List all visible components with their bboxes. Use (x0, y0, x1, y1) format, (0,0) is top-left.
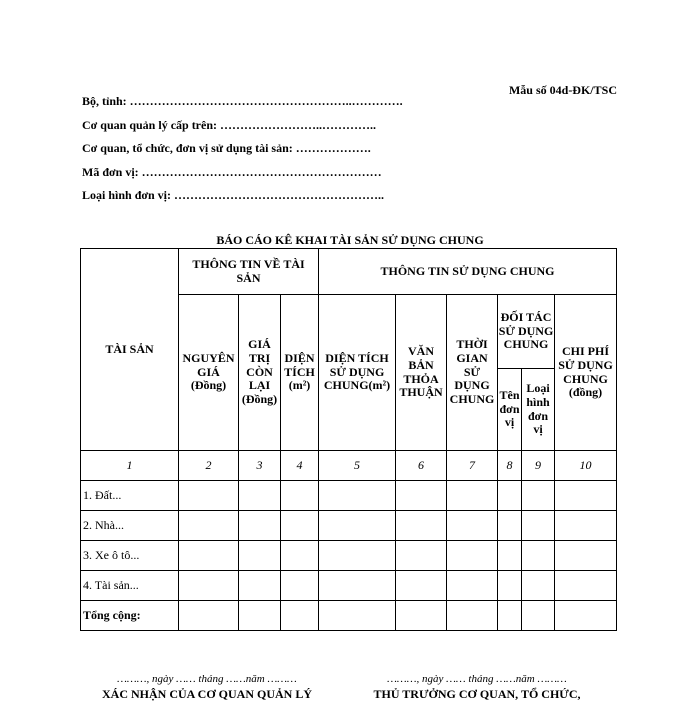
col-number: 8 (498, 451, 522, 481)
table-row (81, 481, 617, 511)
table-cell (522, 511, 555, 541)
shared-asset-table (80, 248, 617, 631)
table-cell (281, 571, 319, 601)
table-row (81, 541, 617, 571)
table-cell (319, 511, 396, 541)
footer-right-date: ………, ngày …… tháng ……năm ……… (387, 673, 567, 685)
table-cell (396, 601, 447, 631)
col-header-unit-name: Tên đơn vị (498, 369, 522, 451)
table-cell (281, 481, 319, 511)
header-unit-type-line: Loại hình đơn vị: …………………………………………….. (82, 188, 385, 203)
table-cell (396, 541, 447, 571)
table-cell (498, 571, 522, 601)
table-cell (498, 541, 522, 571)
col-number: 5 (319, 451, 396, 481)
row-label-total: Tổng cộng: (81, 601, 179, 631)
table-cell (239, 481, 281, 511)
col-number: 7 (447, 451, 498, 481)
row-label-house: 2. Nhà... (81, 511, 179, 541)
col-number: 6 (396, 451, 447, 481)
table-cell (179, 511, 239, 541)
table-cell (447, 481, 498, 511)
table-cell (179, 541, 239, 571)
report-title: BÁO CÁO KÊ KHAI TÀI SẢN SỬ DỤNG CHUNG (216, 233, 484, 247)
table-cell (179, 571, 239, 601)
table-cell (447, 541, 498, 571)
table-cell (447, 571, 498, 601)
form-code: Mẫu số 04d-ĐK/TSC (508, 83, 617, 97)
col-header-shared-area: DIỆN TÍCH SỬ DỤNG CHUNG(m²) (319, 295, 396, 451)
table-cell (447, 511, 498, 541)
table-cell (179, 481, 239, 511)
table-cell (319, 571, 396, 601)
table-cell (555, 511, 617, 541)
table-cell (555, 601, 617, 631)
col-number: 1 (81, 451, 179, 481)
col-number: 9 (522, 451, 555, 481)
table-cell (396, 511, 447, 541)
col-number: 2 (179, 451, 239, 481)
row-label-other-asset: 4. Tài sản... (81, 571, 179, 601)
table-cell (447, 601, 498, 631)
table-cell (498, 511, 522, 541)
row-label-car: 3. Xe ô tô... (81, 541, 179, 571)
col-number: 4 (281, 451, 319, 481)
col-header-unit-type: Loại hình đơn vị (522, 369, 555, 451)
table-cell (522, 541, 555, 571)
table-row-total (81, 601, 617, 631)
table-cell (319, 601, 396, 631)
col-header-shared-cost: CHI PHÍ SỬ DỤNG CHUNG (đồng) (555, 295, 617, 451)
table-cell (179, 601, 239, 631)
table-row (81, 511, 617, 541)
row-label-land: 1. Đất... (81, 481, 179, 511)
table-cell (522, 571, 555, 601)
table-cell (319, 541, 396, 571)
col-header-agreement: VĂN BẢN THỎA THUẬN (396, 295, 447, 451)
table-cell (281, 541, 319, 571)
table-cell (319, 481, 396, 511)
col-header-shared-time: THỜI GIAN SỬ DỤNG CHUNG (447, 295, 498, 451)
col-header-area: DIỆN TÍCH (m²) (281, 295, 319, 451)
table-cell (281, 601, 319, 631)
header-parent-agency-line: Cơ quan quản lý cấp trên: ……………………..………….. (82, 117, 377, 132)
col-header-asset: TÀI SẢN (81, 249, 179, 451)
table-cell (498, 601, 522, 631)
col-header-original-price: NGUYÊN GIÁ (Đồng) (179, 295, 239, 451)
header-using-unit-line: Cơ quan, tổ chức, đơn vị sử dụng tài sản: ………………. (82, 141, 371, 156)
header-unit-code-line: Mã đơn vị: …………………………………………………… (82, 164, 382, 179)
col-number: 10 (555, 451, 617, 481)
table-cell (281, 511, 319, 541)
footer-right-signature-title: THỦ TRƯỞNG CƠ QUAN, TỔ CHỨC, (373, 687, 581, 701)
footer-right-block (352, 673, 602, 702)
table-row (81, 571, 617, 601)
header-ministry-line: Bộ, tỉnh: ………………………………………………..…………. (82, 94, 403, 108)
table-cell (555, 571, 617, 601)
table-cell (555, 541, 617, 571)
table-cell (239, 601, 281, 631)
table-cell (555, 481, 617, 511)
group-header-shared-info: THÔNG TIN SỬ DỤNG CHUNG (319, 249, 617, 295)
col-header-residual-value: GIÁ TRỊ CÒN LẠI (Đồng) (239, 295, 281, 451)
footer-left-signature-title: XÁC NHẬN CỦA CƠ QUAN QUẢN LÝ (102, 687, 312, 701)
group-header-partner: ĐỐI TÁC SỬ DỤNG CHUNG (498, 295, 555, 369)
table-cell (396, 481, 447, 511)
table-cell (239, 571, 281, 601)
table-cell (239, 511, 281, 541)
footer-left-date: ………, ngày …… tháng ……năm ……… (117, 673, 297, 685)
group-header-asset-info: THÔNG TIN VỀ TÀI SẢN (179, 249, 319, 295)
table-cell (522, 481, 555, 511)
table-cell (239, 541, 281, 571)
header-block (82, 90, 403, 208)
table-cell (498, 481, 522, 511)
col-number: 3 (239, 451, 281, 481)
table-cell (522, 601, 555, 631)
table-cell (396, 571, 447, 601)
footer-left-block (82, 673, 332, 702)
